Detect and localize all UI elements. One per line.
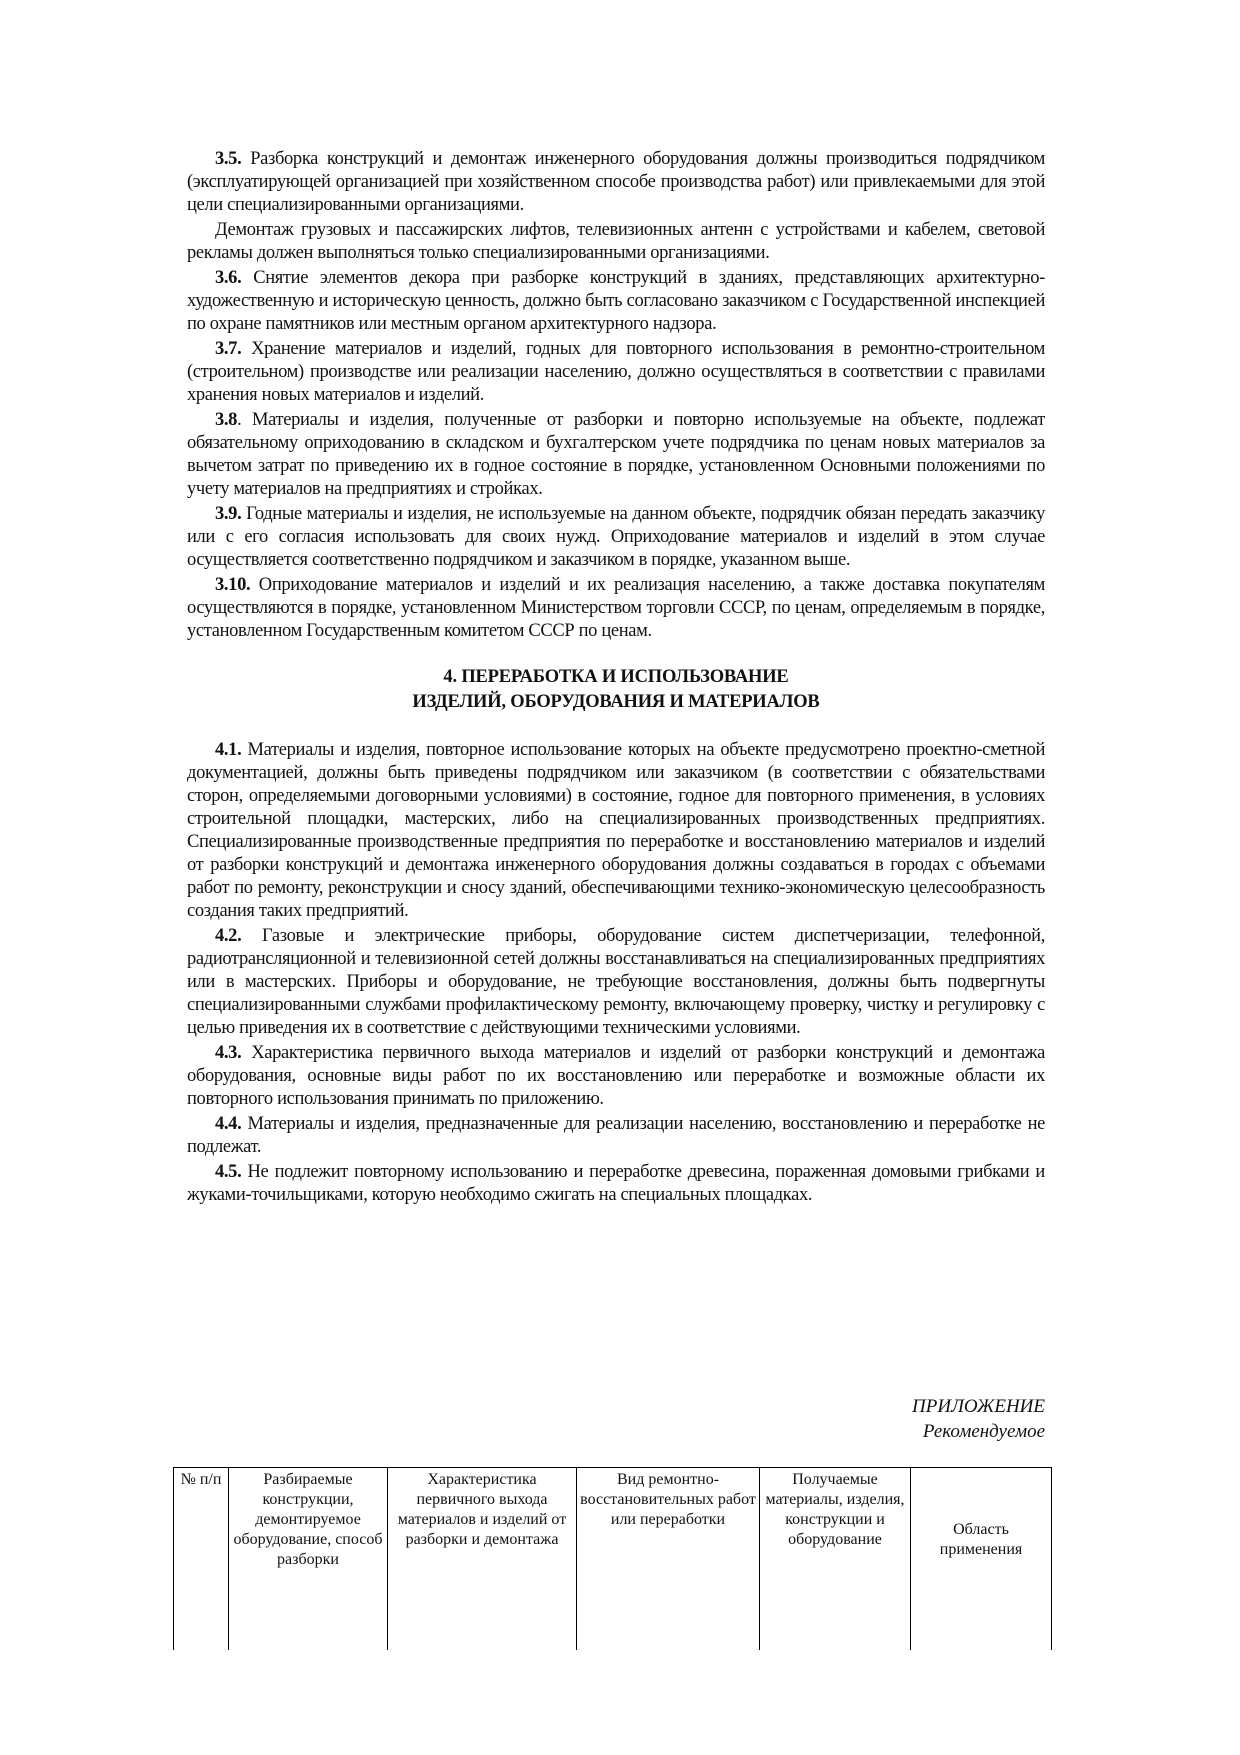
paragraph <box>187 338 1045 407</box>
paragraph <box>187 925 1045 1040</box>
paragraph-number: 3.7. <box>215 339 242 359</box>
paragraph <box>187 1161 1045 1207</box>
paragraph <box>187 409 1045 501</box>
paragraph <box>187 574 1045 643</box>
paragraph <box>187 739 1045 923</box>
paragraph-text: Материалы и изделия, предназначенные для реализации населению, восстановлению и переработке не подлежат. <box>187 1114 1045 1157</box>
paragraph-text: Годные материалы и изделия, не используемые на данном объекте, подрядчик обязан передать заказчику или с его согласия использовать для своих нужд. Оприходование материалов и изделий в этом случае осуществляется соответственно подрядчиком и заказчиком в порядке, указанном выше. <box>187 504 1045 570</box>
paragraph-number: 4.2. <box>215 926 242 946</box>
paragraph-number: 4.3. <box>215 1043 242 1063</box>
section-4-paragraphs <box>187 739 1045 1207</box>
paragraph <box>187 503 1045 572</box>
paragraph-text: Разборка конструкций и демонтаж инженерного оборудования должны производиться подрядчиком (эксплуатирующей организацией при хозяйственном способе производства работ) или привлекаемыми для этой цели специализированными организациями. <box>187 149 1045 215</box>
paragraph <box>187 148 1045 217</box>
paragraph <box>187 1113 1045 1159</box>
section-4-title-line1: 4. ПЕРЕРАБОТКА И ИСПОЛЬЗОВАНИЕ <box>443 667 789 687</box>
col-application: Область применения <box>911 1468 1052 1651</box>
paragraph-number: 3.9. <box>215 504 242 524</box>
paragraph-text: Характеристика первичного выхода материалов и изделий от разборки конструкций и демонтажа оборудования, основные виды работ по их восстановлению или переработке и возможные области их повторного использования принимать по приложению. <box>187 1043 1045 1109</box>
paragraph-text: . Материалы и изделия, полученные от разборки и повторно используемые на объекте, подлежат обязательному оприходованию в складском и бухгалтерском учете подрядчика по ценам новых материалов за вычетом затрат по приведению их в годное состояние в порядке, установленном Основными положениями по учету материалов на предприятиях и стройках. <box>187 410 1045 499</box>
paragraph-text: Снятие элементов декора при разборке конструкций в зданиях, представляющих архитектурно-художественную и историческую ценность, должно быть согласовано заказчиком с Государственной инспекцией по охране памятников или местным органом архитектурного надзора. <box>187 268 1045 334</box>
paragraph <box>187 1042 1045 1111</box>
paragraph-text: Демонтаж грузовых и пассажирских лифтов, телевизионных антенн с устройствами и кабелем, световой рекламы должен выполняться только специализированными организациями. <box>187 220 1045 263</box>
appendix-title: ПРИЛОЖЕНИЕ <box>912 1396 1045 1417</box>
col-obtained-materials: Получаемые материалы, изделия, конструкции и оборудование <box>760 1468 911 1651</box>
paragraph-text: Хранение материалов и изделий, годных для повторного использования в ремонтно-строительном (строительном) производстве или реализации населению, должно осуществляться в соответствии с правилами хранения новых материалов и изделий. <box>187 339 1045 405</box>
section-4-title-line2: ИЗДЕЛИЙ, ОБОРУДОВАНИЯ И МАТЕРИАЛОВ <box>412 692 820 712</box>
appendix-table <box>173 1467 1052 1650</box>
paragraph-number: 4.5. <box>215 1162 242 1182</box>
paragraph-number: 3.8 <box>215 410 238 430</box>
paragraph <box>187 267 1045 336</box>
col-primary-output: Характеристика первичного выхода материалов и изделий от разборки и демонтажа <box>388 1468 577 1651</box>
col-structures: Разбираемые конструкции, демонтируемое оборудование, способ разборки <box>229 1468 388 1651</box>
paragraph-number: 3.10. <box>215 575 251 595</box>
paragraph-number: 4.4. <box>215 1114 242 1134</box>
paragraph-text: Материалы и изделия, повторное использование которых на объекте предусмотрено проектно-сметной документацией, должны быть приведены подрядчиком или заказчиком (в соответствии с обязательствами сторон, определяемыми договорными условиями) в состояние, годное для повторного применения, в условиях строительной площадки, мастерских, либо на специализированных производственных предприятиях. Специализированные производственные предприятия по переработке и восстановлению материалов и изделий от разборки конструкций и демонтажа инженерного оборудования должны создаваться в городах с объемами работ по ремонту, реконструкции и сносу зданий, обеспечивающими технико-экономическую целесообразность создания таких предприятий. <box>187 740 1045 921</box>
paragraph-text: Газовые и электрические приборы, оборудование систем диспетчеризации, телефонной, радиотрансляционной и телевизионной сетей должны восстанавливаться на специализированных предприятиях или в мастерских. Приборы и оборудование, не требующие восстановления, должны быть подвергнуты специализированными службами профилактическому ремонту, включающему проверку, чистку и регулировку с целью приведения их в соответствие с действующими техническими условиями. <box>187 926 1045 1038</box>
table-header-row <box>174 1468 1052 1651</box>
paragraph-number: 3.6. <box>215 268 242 288</box>
paragraph-text: Не подлежит повторному использованию и переработке древесина, пораженная домовыми грибками и жуками-точильщиками, которую необходимо сжигать на специальных площадках. <box>187 1162 1045 1205</box>
document-body <box>187 148 1045 1209</box>
paragraph <box>187 219 1045 265</box>
appendix-label <box>912 1394 1045 1444</box>
col-number: № п/п <box>174 1468 229 1651</box>
col-repair-type: Вид ремонтно-восстановительных работ или переработки <box>577 1468 760 1651</box>
section-4-heading <box>187 665 1045 715</box>
paragraph-text: Оприходование материалов и изделий и их реализация населению, а также доставка покупателям осуществляются в порядке, установленном Министерством торговли СССР, по ценам, определяемым в порядке, установленном Государственным комитетом СССР по ценам. <box>187 575 1045 641</box>
paragraph-number: 3.5. <box>215 149 242 169</box>
appendix-subtitle: Рекомендуемое <box>922 1421 1045 1442</box>
paragraph-number: 4.1. <box>215 740 242 760</box>
section-3-paragraphs <box>187 148 1045 643</box>
